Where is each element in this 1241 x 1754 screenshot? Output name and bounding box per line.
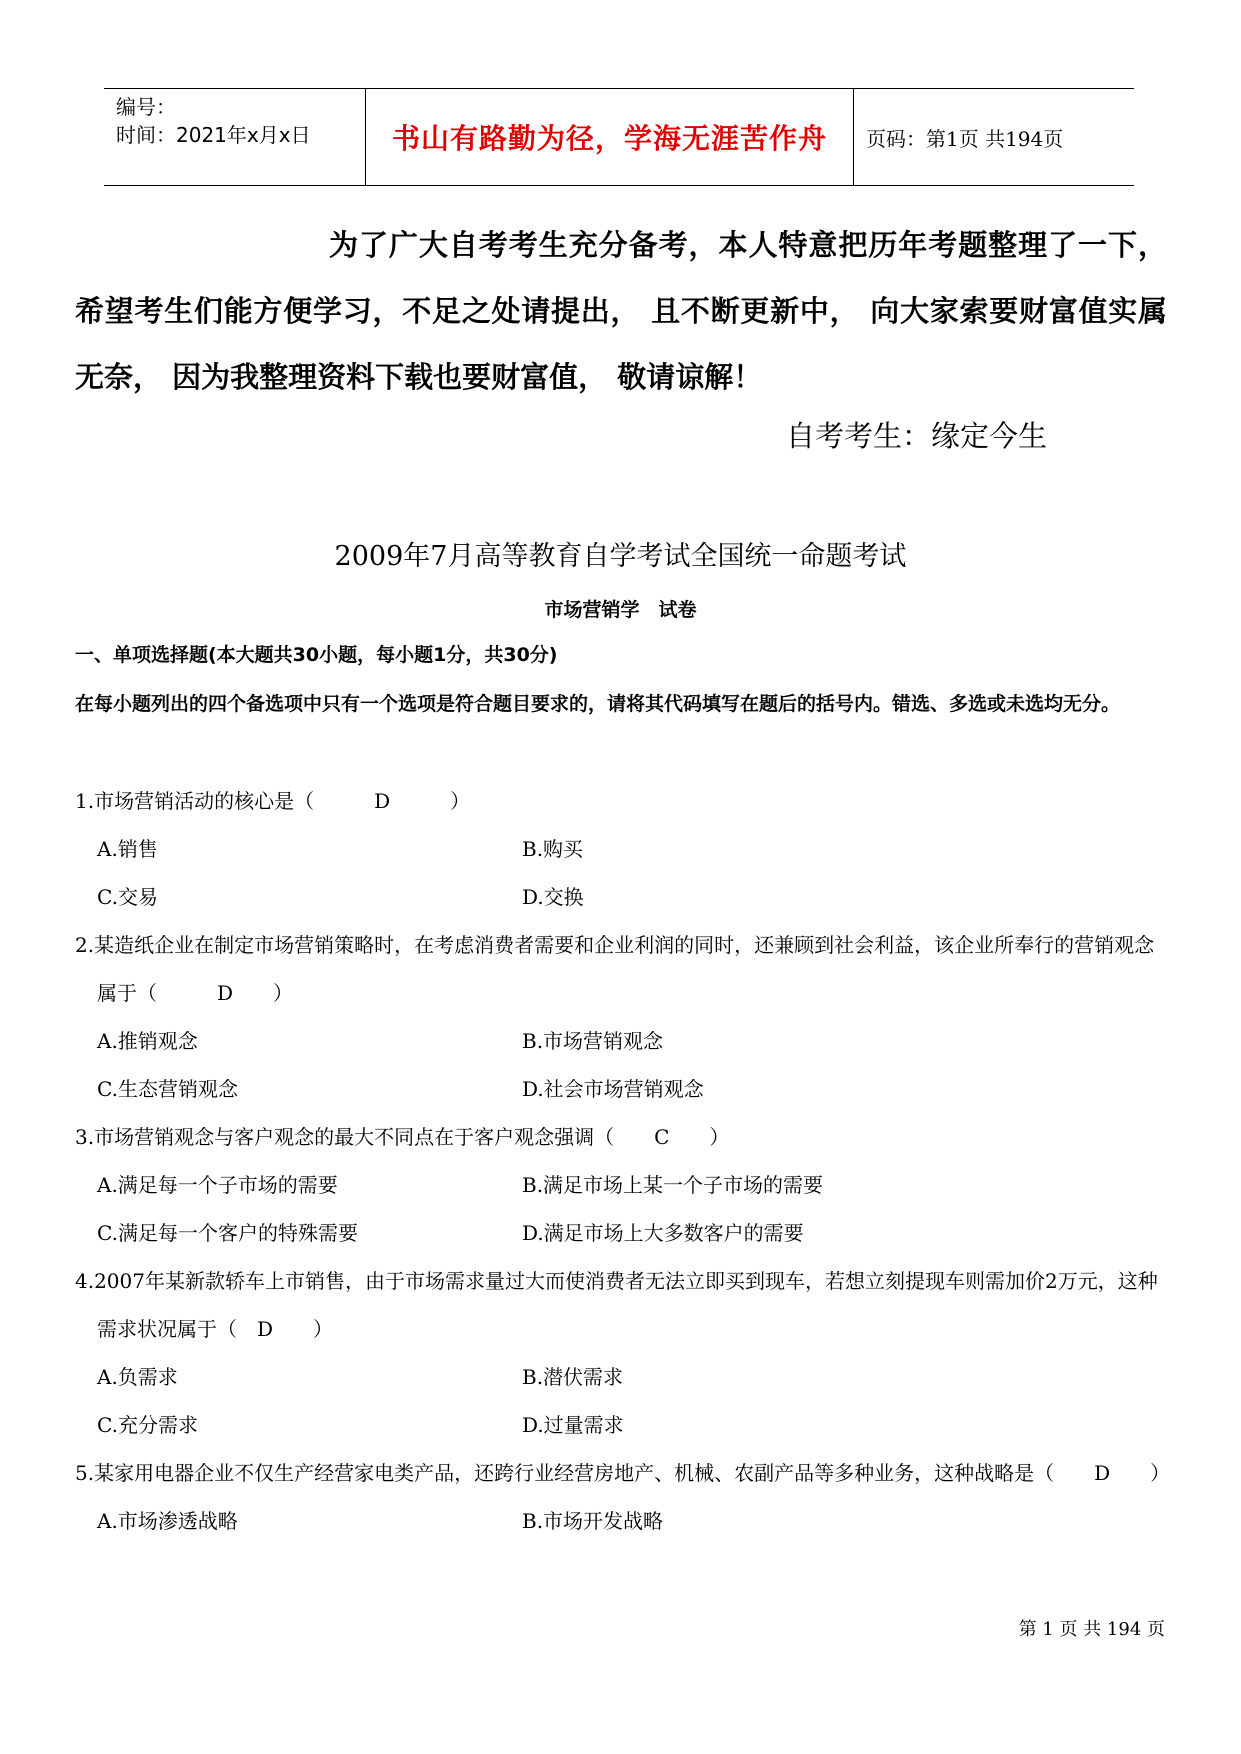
document-header-table — [104, 88, 1134, 186]
question-options — [75, 1497, 1167, 1545]
time-label: 时间：2021年x月x日 — [116, 123, 311, 147]
option-b: B.市场开发战略 — [522, 1509, 664, 1533]
option-a: A.销售 — [97, 837, 158, 861]
option-a: A.满足每一个子市场的需要 — [97, 1173, 338, 1197]
question-stem: 5.某家用电器企业不仅生产经营家电类产品，还跨行业经营房地产、机械、农副产品等多种业务，这种战略是（ D ） — [75, 1461, 1171, 1485]
question-stem: 4.2007年某新款轿车上市销售，由于市场需求量过大而使消费者无法立即买到现车，若想立刻提现车则需加价2万元，这种需求状况属于（ D ） — [75, 1269, 1158, 1341]
question-options — [75, 1161, 1167, 1257]
question-stem: 2.某造纸企业在制定市场营销策略时，在考虑消费者需要和企业利润的同时，还兼顾到社会利益，该企业所奉行的营销观念属于（ D ） — [75, 933, 1155, 1005]
question-item — [75, 1113, 1167, 1257]
header-page-label: 页码：第1页 共194页 — [866, 126, 1064, 151]
option-b: B.潜伏需求 — [522, 1365, 624, 1389]
question-options — [75, 825, 1167, 921]
motto: 书山有路勤为径，学海无涯苦作舟 — [366, 89, 854, 185]
intro-paragraph: 为了广大自考考生充分备考，本人特意把历年考题整理了一下，希望考生们能方便学习，不足之处请提出， 且不断更新中， 向大家索要财富值实属无奈， 因为我整理资料下载也要财富值， 敬请谅解！ — [75, 228, 1167, 394]
option-b: B.满足市场上某一个子市场的需要 — [522, 1173, 824, 1197]
option-c: C.充分需求 — [97, 1413, 198, 1437]
option-c: C.生态营销观念 — [97, 1077, 238, 1101]
option-b: B.购买 — [522, 837, 584, 861]
option-c: C.交易 — [97, 885, 158, 909]
question-options — [75, 1353, 1167, 1449]
option-c: C.满足每一个客户的特殊需要 — [97, 1221, 358, 1245]
section-heading: 一、单项选择题(本大题共30小题，每小题1分，共30分) — [75, 644, 558, 666]
intro-signature: 自考考生：缘定今生 — [786, 419, 1048, 453]
question-stem: 3.市场营销观念与客户观念的最大不同点在于客户观念强调（ C ） — [75, 1125, 730, 1149]
option-a: A.推销观念 — [97, 1029, 198, 1053]
exam-instructions: 在每小题列出的四个备选项中只有一个选项是符合题目要求的，请将其代码填写在题后的括号内。错选、多选或未选均无分。 — [75, 693, 1121, 715]
option-a: A.市场渗透战略 — [97, 1509, 238, 1533]
option-d: D.交换 — [522, 885, 584, 909]
question-item — [75, 1257, 1167, 1449]
option-b: B.市场营销观念 — [522, 1029, 664, 1053]
option-d: D.过量需求 — [522, 1413, 624, 1437]
question-item — [75, 1449, 1171, 1545]
page-footer: 第 1 页 共 194 页 — [1018, 1619, 1165, 1640]
header-meta-cell — [104, 89, 366, 185]
question-item — [75, 921, 1167, 1113]
exam-subtitle: 市场营销学 试卷 — [544, 599, 697, 621]
option-d: D.社会市场营销观念 — [522, 1077, 704, 1101]
exam-title: 2009年7月高等教育自学考试全国统一命题考试 — [334, 541, 907, 572]
option-a: A.负需求 — [97, 1365, 178, 1389]
number-label: 编号： — [116, 95, 176, 119]
question-stem: 1.市场营销活动的核心是（ D ） — [75, 789, 471, 813]
question-list — [75, 777, 1171, 1545]
question-item — [75, 777, 1167, 921]
option-d: D.满足市场上大多数客户的需要 — [522, 1221, 804, 1245]
question-options — [75, 1017, 1167, 1113]
